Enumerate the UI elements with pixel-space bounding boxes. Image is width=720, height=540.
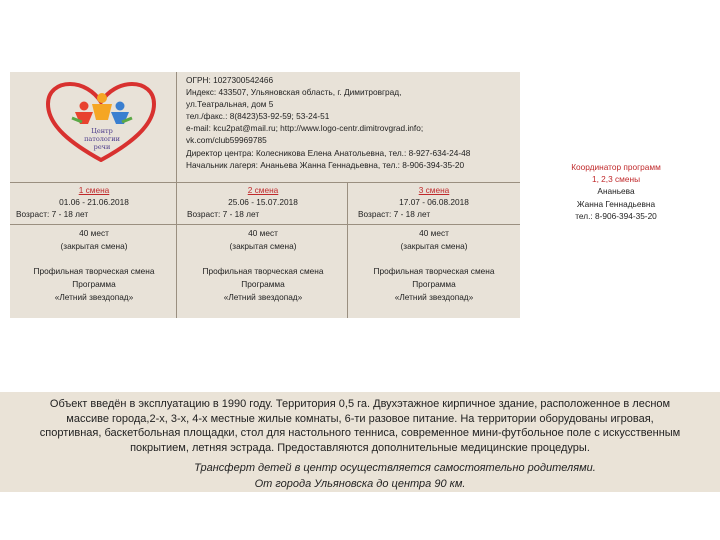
shift-age: Возраст: 7 - 18 лет [16,209,89,219]
info-line: vk.com/club59969785 [186,135,267,146]
coordinator-title: Координатор программ [571,162,661,172]
shift-3-places [350,227,518,253]
shift-2-places [179,227,347,253]
shift-profile: Профильная творческая смена [33,266,155,276]
description-line: массиве города,2-х, 3-х, 4-х местные жилые комнаты, 6-ти разовое питание. На территории оборудованы игровая, [66,412,654,425]
info-line: тел./факс.: 8(8423)53-92-59; 53-24-51 [186,111,330,122]
shift-3-header [350,184,518,220]
coordinator-surname: Ананьева [597,186,635,197]
shift-places: 40 мест [419,228,449,238]
shift-dates: 17.07 - 06.08.2018 [399,197,469,207]
shift-type: (закрытая смена) [400,241,468,251]
divider-line [10,182,520,183]
svg-text:речи: речи [93,143,111,151]
svg-text:патологии: патологии [84,135,120,143]
shift-type: (закрытая смена) [229,241,297,251]
shift-title: 3 смена [418,185,450,195]
shift-profile: Профильная творческая смена [202,266,324,276]
shift-program: Программа [241,279,285,290]
center-logo [42,82,160,162]
shift-type: (закрытая смена) [60,241,128,251]
coordinator-shifts: 1, 2,3 смены [591,174,641,185]
info-line: Начальник лагеря: Ананьева Жанна Геннадьевна, тел.: 8-906-394-35-20 [186,159,465,170]
shift-1-header [10,184,178,220]
shift-1-program [10,265,178,305]
center-contact-info [186,74,516,171]
divider-line [10,224,520,225]
info-line: ОГРН: 1027300542466 [186,75,274,85]
shift-program: Программа [412,279,456,290]
shift-program: Программа [72,279,116,290]
coordinator-name: Жанна Геннадьевна [576,198,656,209]
shift-dates: 25.06 - 15.07.2018 [228,197,298,207]
description-line: Объект введён в эксплуатацию в 1990 году. Территория 0,5 га. Двухэтажное кирпичное здание, расположенное в лесном [49,398,671,410]
shift-1-places [10,227,178,253]
info-line: Директор центра: Колесникова Елена Анатольевна, тел.: 8-927-634-24-48 [186,147,471,158]
shift-2-header [179,184,347,220]
info-line: ул.Театральная, дом 5 [186,99,274,110]
shift-3-program [350,265,518,305]
info-line: Индекс: 433507, Ульяновская область, г. Димитровград, [186,87,402,98]
shift-places: 40 мест [79,228,109,238]
shift-title: 2 смена [247,185,279,195]
shift-program-name: «Летний звездопад» [394,292,474,303]
coordinator-phone: тел.: 8-906-394-35-20 [575,210,657,221]
facility-description [6,397,714,455]
transfer-distance: От города Ульяновска до центра 90 км. [254,477,466,490]
description-line: покрытием, летняя эстрада. Предоставляются дополнительные медицинские процедуры. [130,441,590,454]
transfer-line: Трансферт детей в центр осуществляется самостоятельно родителями. [194,462,596,474]
shift-dates: 01.06 - 21.06.2018 [59,197,129,207]
shift-2-program [179,265,347,305]
info-line: e-mail: kcu2pat@mail.ru; http://www.logo-centr.dimitrovgrad.info; [186,123,424,134]
shift-program-name: «Летний звездопад» [223,292,303,303]
shift-title: 1 смена [78,185,110,195]
svg-text:Центр: Центр [91,127,113,135]
description-line: спортивная, баскетбольная площадки, стол для настольного тенниса, современное мини-футбольное поле с искусственным [39,427,681,440]
coordinator-block [556,161,676,222]
shift-profile: Профильная творческая смена [373,266,495,276]
transfer-note [0,461,720,492]
divider-line [347,182,348,318]
shift-program-name: «Летний звездопад» [54,292,134,303]
shift-age: Возраст: 7 - 18 лет [187,209,260,219]
shift-places: 40 мест [248,228,278,238]
shift-age: Возраст: 7 - 18 лет [358,209,431,219]
